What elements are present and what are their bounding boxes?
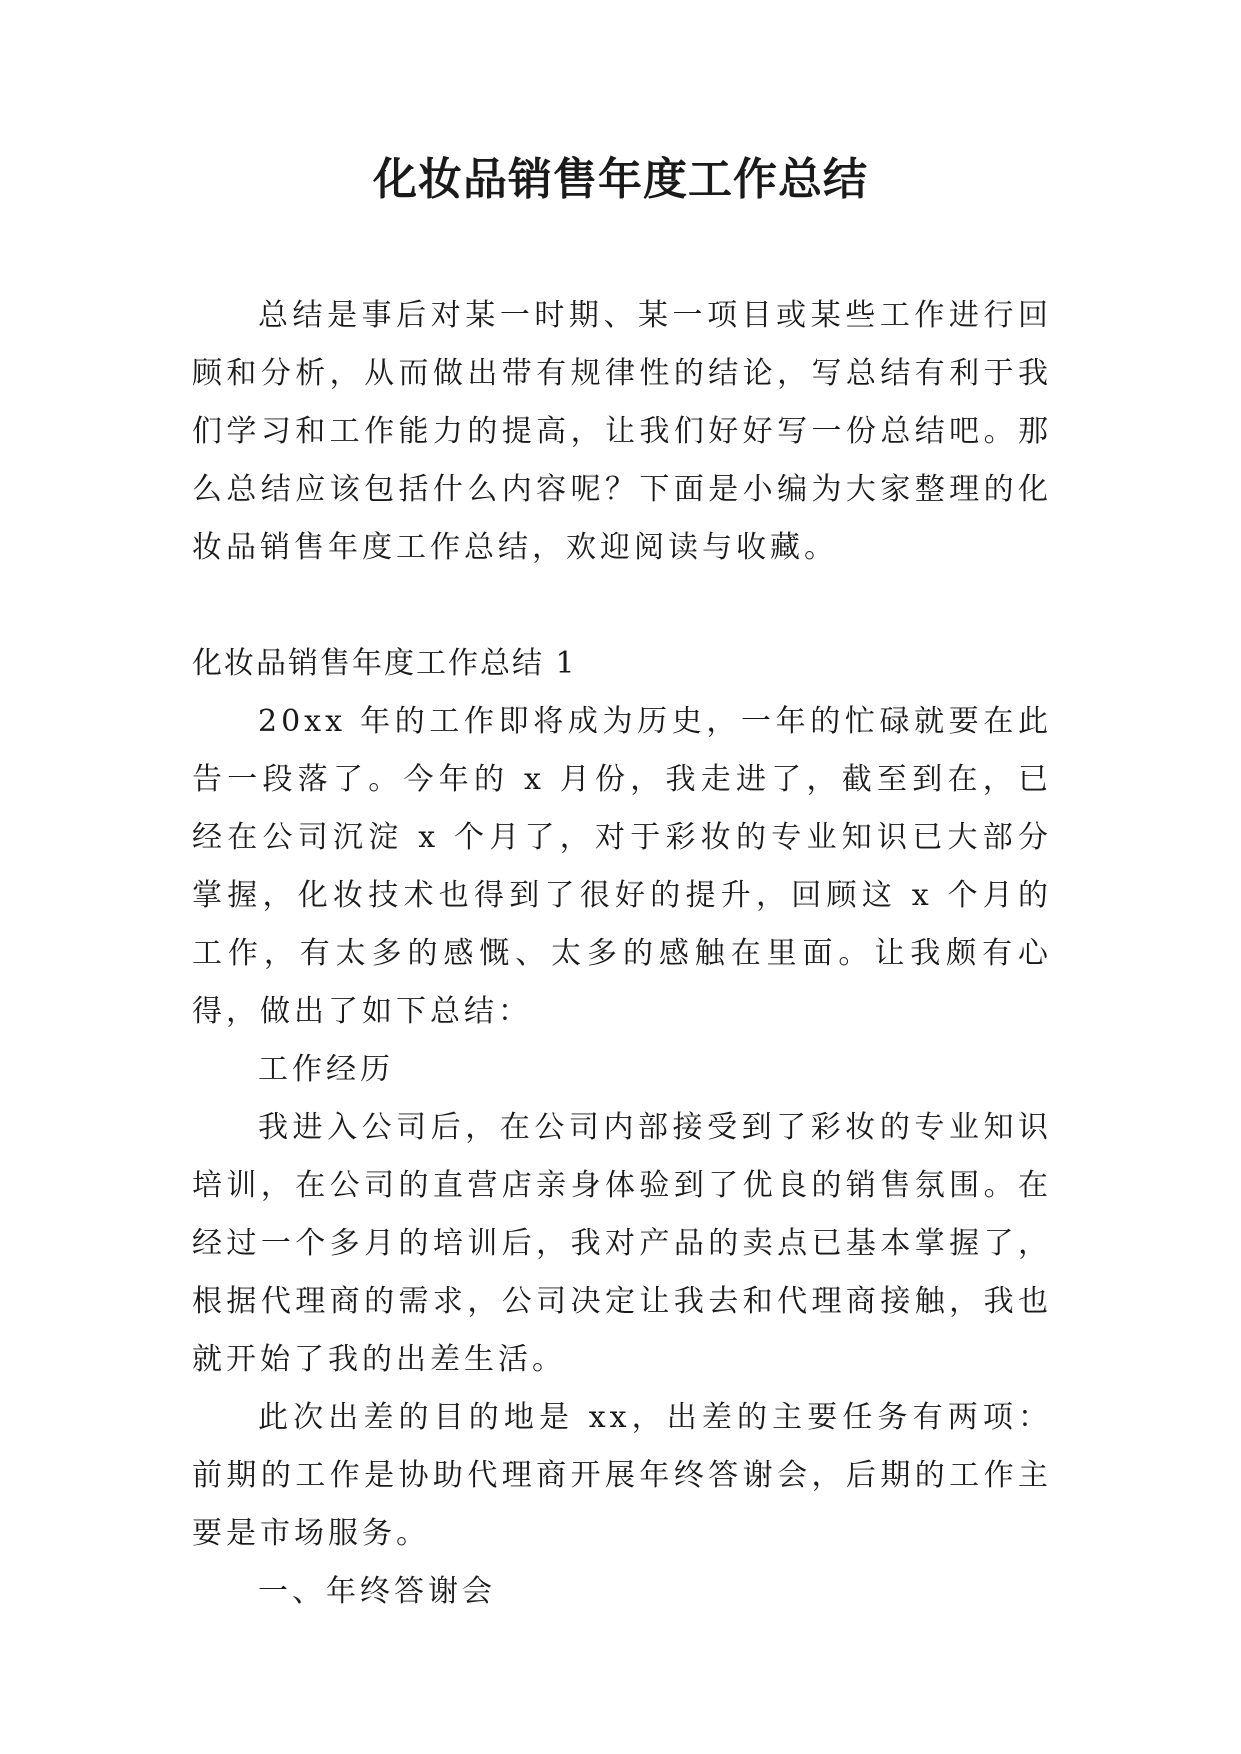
- body-paragraph-1: 20xx 年的工作即将成为历史，一年的忙碌就要在此告一段落了。今年的 x 月份，我走进了，截至到在，已经在公司沉淀 x 个月了，对于彩妆的专业知识已大部分掌握，化妆技术也得到了很好的提升，回顾这 x 个月的工作，有太多的感慨、太多的感触在里面。让我颇有心得，做出了如下总结：: [192, 704, 1052, 1029]
- intro-paragraph: 总结是事后对某一时期、某一项目或某些工作进行回顾和分析，从而做出带有规律性的结论，写总结有利于我们学习和工作能力的提高，让我们好好写一份总结吧。那么总结应该包括什么内容呢？下面是小编为大家整理的化妆品销售年度工作总结，欢迎阅读与收藏。: [192, 298, 1052, 565]
- section-title: 化妆品销售年度工作总结 1: [192, 646, 577, 681]
- subheading-year-end-event: 一、年终答谢会: [258, 1574, 496, 1609]
- document-body: [192, 287, 1052, 1621]
- body-paragraph-3: 此次出差的目的地是 xx，出差的主要任务有两项：前期的工作是协助代理商开展年终答谢会，后期的工作主要是市场服务。: [192, 1400, 1052, 1551]
- subheading-work-experience: 工作经历: [258, 1052, 394, 1087]
- body-paragraph-2: 我进入公司后，在公司内部接受到了彩妆的专业知识培训，在公司的直营店亲身体验到了优良的销售氛围。在经过一个多月的培训后，我对产品的卖点已基本掌握了，根据代理商的需求，公司决定让我去和代理商接触，我也就开始了我的出差生活。: [192, 1110, 1052, 1377]
- document-title: 化妆品销售年度工作总结: [373, 154, 868, 205]
